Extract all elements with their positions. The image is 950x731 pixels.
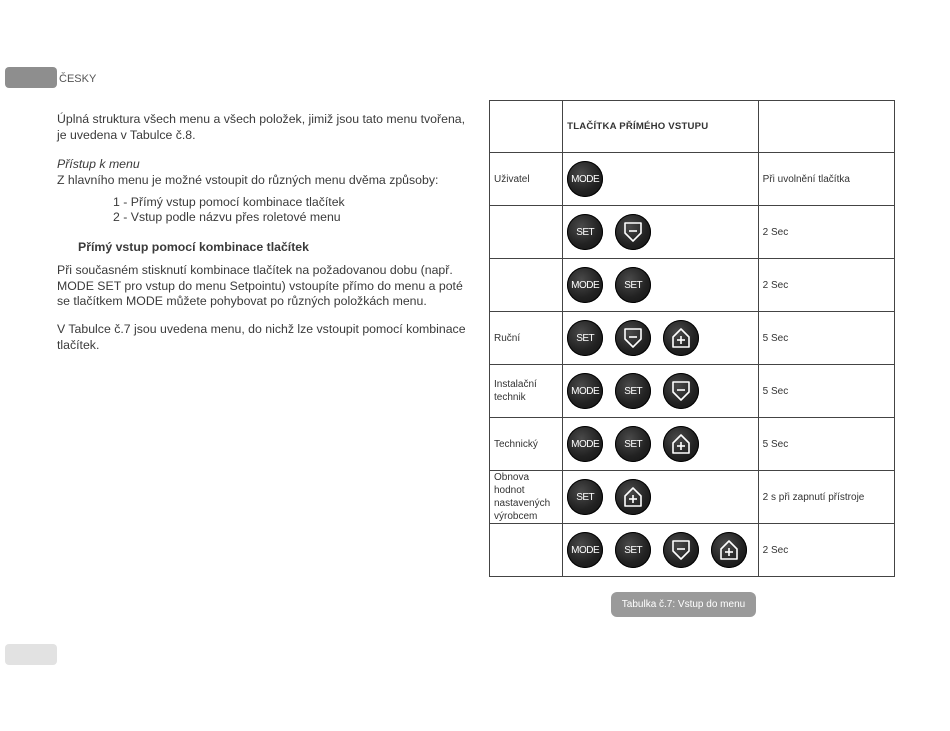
press-time: 5 Sec bbox=[758, 312, 894, 365]
button-combo bbox=[563, 365, 758, 418]
header-cell-time bbox=[758, 101, 894, 153]
table-row bbox=[490, 312, 895, 365]
table-row bbox=[490, 365, 895, 418]
plus-button-icon bbox=[615, 479, 651, 515]
mode-button-icon: MODE bbox=[567, 373, 603, 409]
button-combo bbox=[563, 471, 758, 524]
menu-name: Technický bbox=[490, 418, 563, 471]
button-combo bbox=[563, 524, 758, 577]
press-time: 2 s při zapnutí přístroje bbox=[758, 471, 894, 524]
table-caption: Tabulka č.7: Vstup do menu bbox=[611, 592, 756, 617]
minus-button-icon bbox=[663, 373, 699, 409]
paragraph-combination: Při současném stisknutí kombinace tlačítek na požadovanou dobu (např. MODE SET pro vstup do menu Setpointu) vstoupíte přímo do menu a poté se tlačítkem MODE můžete pohybovat po různých položkách menu. bbox=[57, 263, 463, 308]
button-combo bbox=[563, 418, 758, 471]
mode-button-icon: MODE bbox=[567, 532, 603, 568]
button-combo bbox=[563, 259, 758, 312]
plus-button-icon bbox=[663, 320, 699, 356]
set-button-icon: SET bbox=[615, 267, 651, 303]
press-time: 2 Sec bbox=[758, 524, 894, 577]
table-row bbox=[490, 418, 895, 471]
table-header-row bbox=[490, 101, 895, 153]
press-time: 2 Sec bbox=[758, 259, 894, 312]
menu-name: Obnova hodnot nastavených výrobcem bbox=[490, 471, 563, 524]
language-label: ČESKY bbox=[59, 73, 97, 85]
table-row bbox=[490, 259, 895, 312]
button-combo bbox=[563, 206, 758, 259]
press-time: 5 Sec bbox=[758, 365, 894, 418]
minus-button-icon bbox=[663, 532, 699, 568]
table-row bbox=[490, 524, 895, 577]
paragraph-table-ref: V Tabulce č.7 jsou uvedena menu, do nichž lze vstoupit pomocí kombinace tlačítek. bbox=[57, 322, 466, 352]
access-body: Z hlavního menu je možné vstoupit do různých menu dvěma způsoby: bbox=[57, 173, 439, 187]
menu-name bbox=[490, 259, 563, 312]
mode-button-icon: MODE bbox=[567, 267, 603, 303]
plus-button-icon bbox=[711, 532, 747, 568]
header-cell-buttons: TLAČÍTKA PŘÍMÉHO VSTUPU bbox=[563, 101, 758, 153]
header-cell-menu bbox=[490, 101, 563, 153]
menu-name: Uživatel bbox=[490, 153, 563, 206]
access-title: Přístup k menu bbox=[57, 157, 140, 171]
mode-button-icon: MODE bbox=[567, 161, 603, 197]
language-tab bbox=[5, 67, 57, 88]
table-row bbox=[490, 206, 895, 259]
table-row bbox=[490, 153, 895, 206]
minus-button-icon bbox=[615, 214, 651, 250]
press-time: 5 Sec bbox=[758, 418, 894, 471]
table-row bbox=[490, 471, 895, 524]
menu-name: Ruční bbox=[490, 312, 563, 365]
menu-access-table bbox=[489, 100, 895, 577]
page-number-tab bbox=[5, 644, 57, 665]
section-heading: Přímý vstup pomocí kombinace tlačítek bbox=[78, 240, 309, 254]
set-button-icon: SET bbox=[615, 373, 651, 409]
plus-button-icon bbox=[663, 426, 699, 462]
menu-name: Instalační technik bbox=[490, 365, 563, 418]
menu-name bbox=[490, 524, 563, 577]
option-2: 2 - Vstup podle názvu přes roletové menu bbox=[113, 210, 341, 224]
set-button-icon: SET bbox=[567, 214, 603, 250]
minus-button-icon bbox=[615, 320, 651, 356]
set-button-icon: SET bbox=[615, 532, 651, 568]
set-button-icon: SET bbox=[615, 426, 651, 462]
button-combo bbox=[563, 312, 758, 365]
set-button-icon: SET bbox=[567, 479, 603, 515]
button-combo bbox=[563, 153, 758, 206]
menu-name bbox=[490, 206, 563, 259]
mode-button-icon: MODE bbox=[567, 426, 603, 462]
set-button-icon: SET bbox=[567, 320, 603, 356]
intro-paragraph: Úplná struktura všech menu a všech položek, jimiž jsou tato menu tvořena, je uvedena v Tabulce č.8. bbox=[57, 112, 466, 142]
press-time: 2 Sec bbox=[758, 206, 894, 259]
option-1: 1 - Přímý vstup pomocí kombinace tlačítek bbox=[113, 195, 345, 209]
press-time: Při uvolnění tlačítka bbox=[758, 153, 894, 206]
